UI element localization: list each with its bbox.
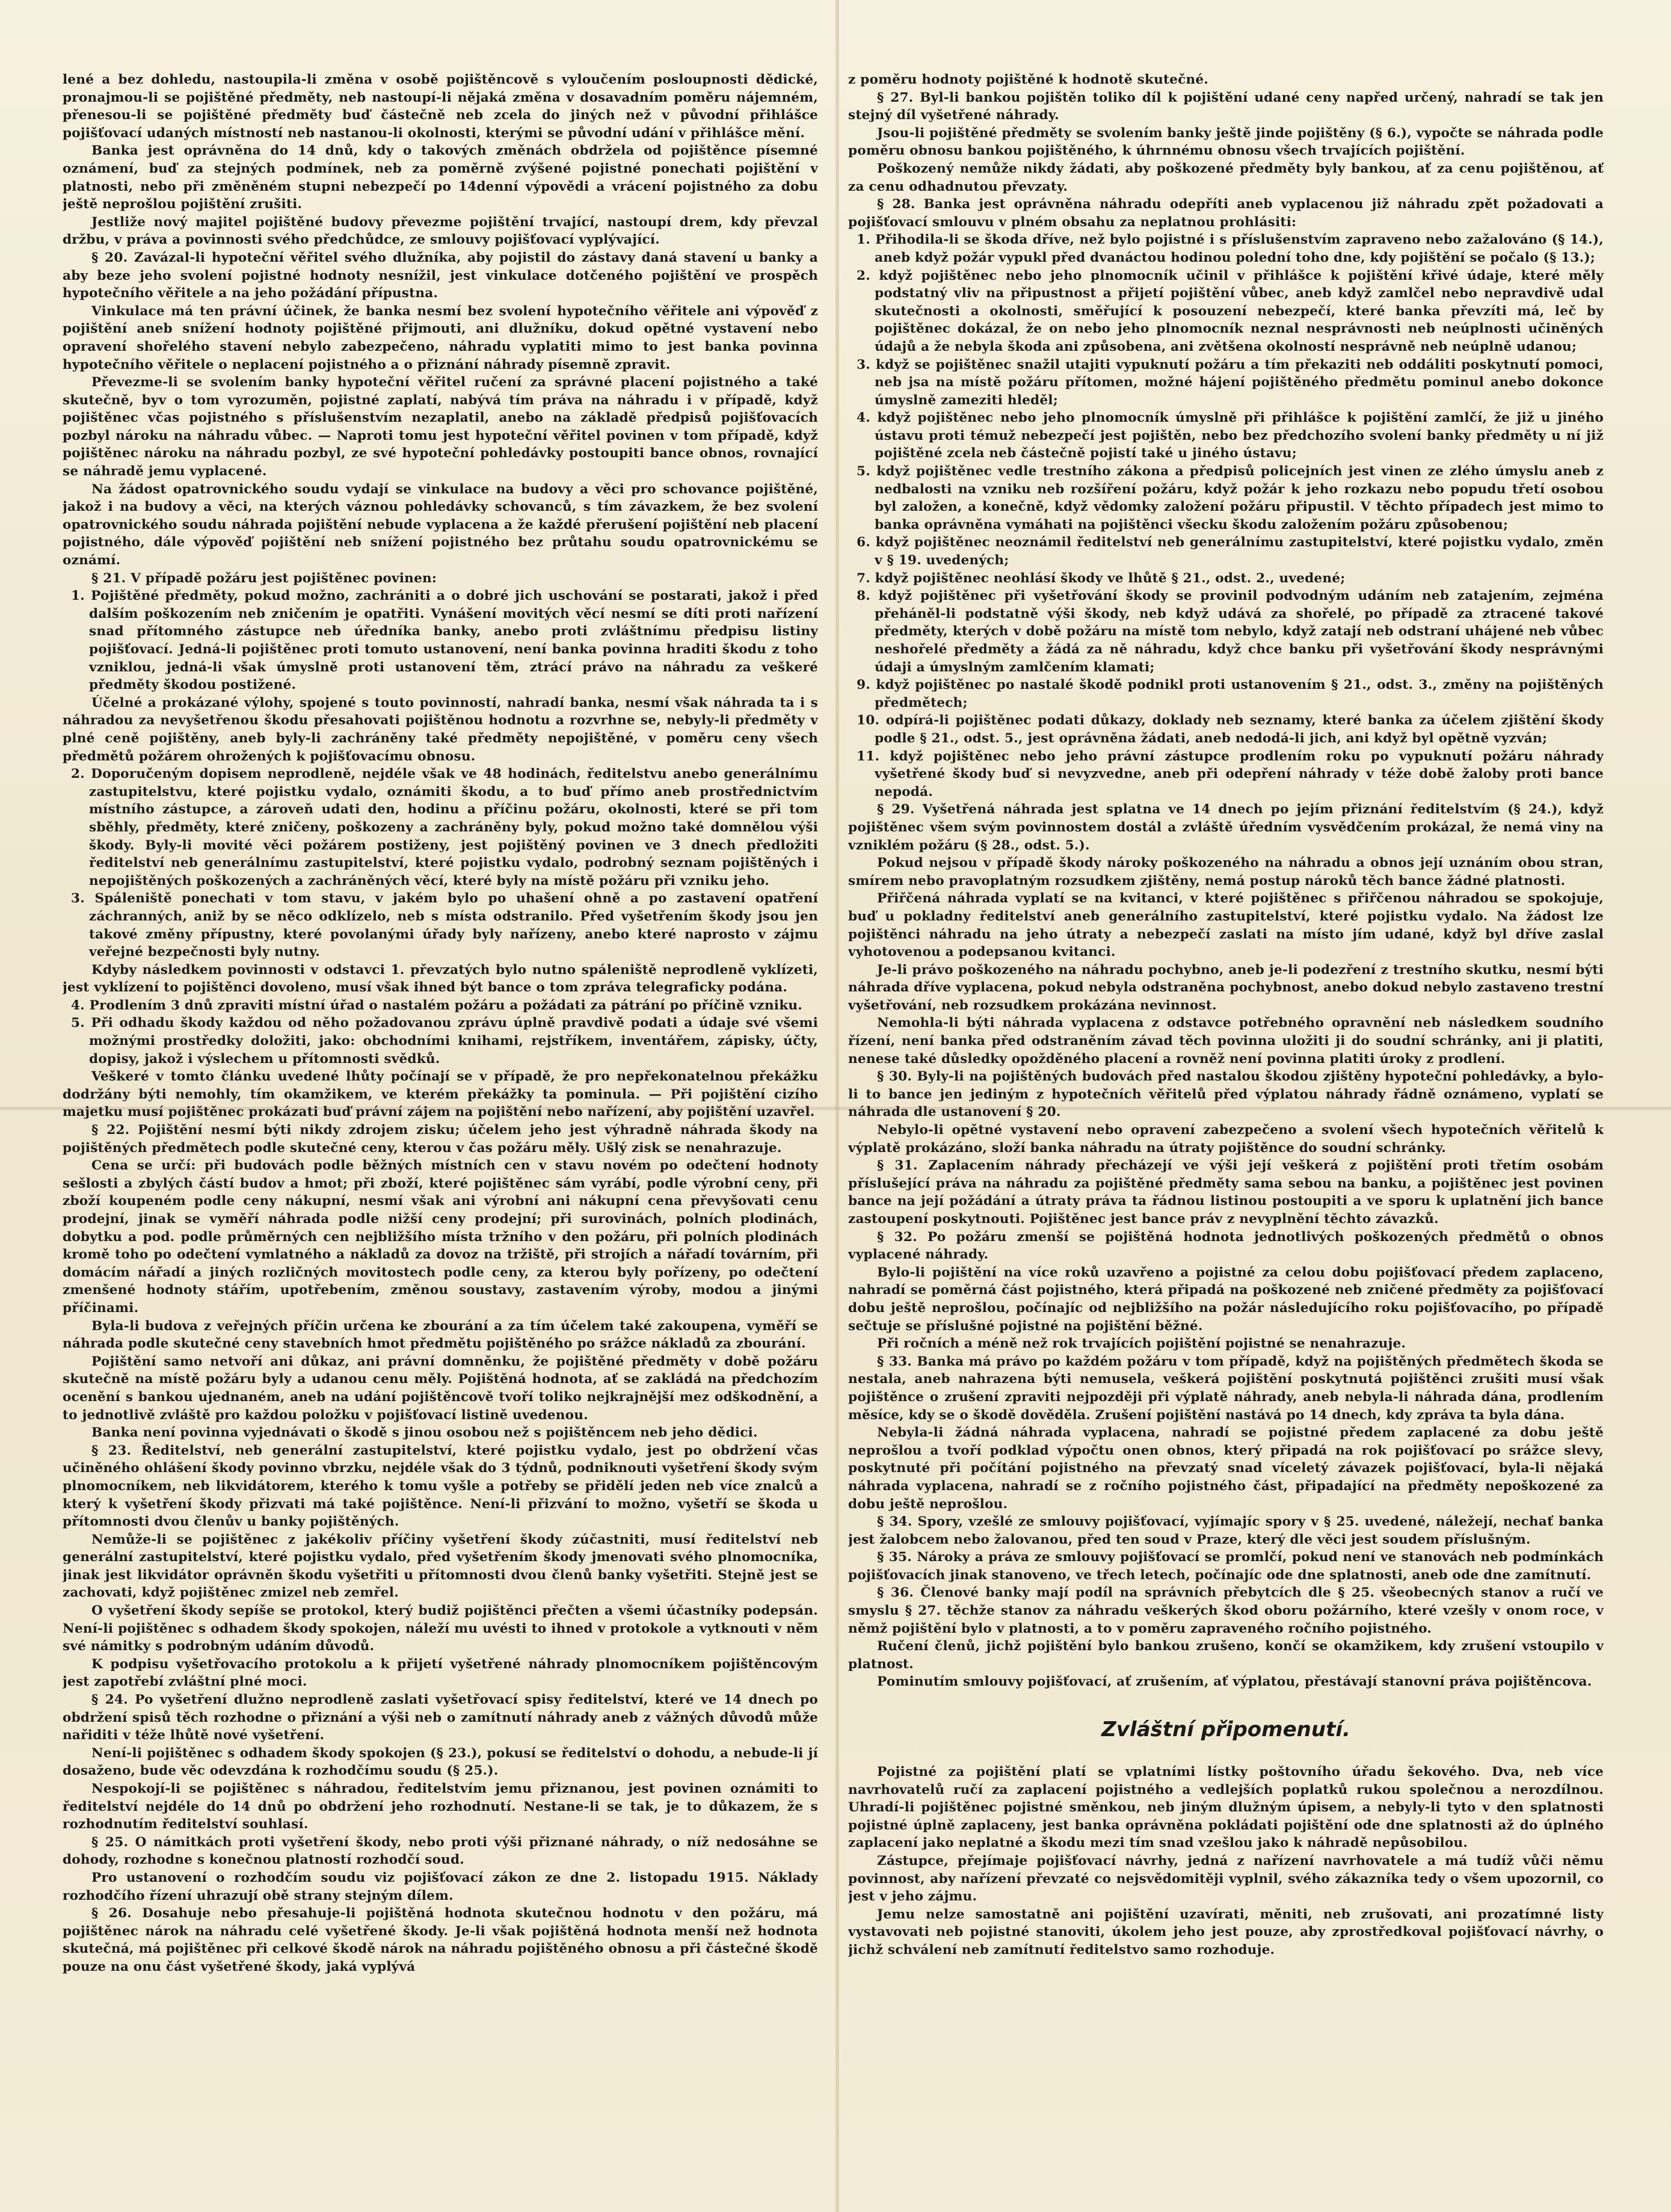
paragraph: Nemůže-li se pojištěnec z jakékoliv příčiny vyšetření škody zúčastniti, musí ředitelství neb generální zastupitelství, které pojistku vydalo, před vyšetřením škody jmenovati svého plnomocníka, jinak jest likvidátor oprávněn škodu vyšetřiti u přítomnosti dvou členů banky vyšetřiti. Stejně jest se zachovati, když pojištěnec zmizel neb zemřel. xyxy=(63,1532,818,1601)
paragraph: 9. když pojištěnec po nastalé škodě podnikl proti ustanovením § 21., odst. 3., změny na pojištěných předmětech; xyxy=(857,677,1604,710)
paragraph: 3. když se pojištěnec snažil utajiti vypuknutí požáru a tím překaziti neb oddáliti poskytnutí pomoci, neb jsa na místě požáru přítomen, možné hájení pojištěného předmětu pominul anebo dokonce úmyslně zameziti hleděl; xyxy=(857,357,1604,408)
paragraph: Veškeré v tomto článku uvedené lhůty počínají se v případě, že pro nepřekonatelnou překážku dodržány býti nemohly, tím okamžikem, ve kterém překážky ta pominula. — Při pojištění cizího majetku musí pojištěnec prokázati buď právní zájem na pojištění nebo nařízení, aby pojištění uzavřel. xyxy=(63,1069,818,1120)
paragraph: 11. když pojištěnec nebo jeho právní zástupce prodlením roku po vypuknutí požáru náhrady vyšetřené škody buď si nevyzvedne, aneb při odepření náhrady v téže době žaloby proti bance nepodá. xyxy=(857,748,1604,799)
paragraph: Účelné a prokázané výlohy, spojené s touto povinností, nahradí banka, nesmí však náhrada ta i s náhradou za nevyšetřenou škodu přesahovati pojištěnou hodnotu a rozvrhne se, nebyly-li předměty v plné ceně pojištěny, aneb byly-li zachráněny také předměty nepojištěné, v poměru ceny všech předmětů požárem ohrožených k pojišťovacímu obnosu. xyxy=(63,695,818,764)
paragraph: 8. když pojištěnec při vyšetřování škody se provinil podvodným udáním neb zatajením, zejména přeháněl-li podstatně výši škody, neb když udává za shořelé, po případě za ztracené takové předměty, kterých v době požáru na místě tom nebylo, když zatají neb odstraní uhájené neb vůbec neshořelé předměty a žádá za ně náhradu, když chce banku při vyšetřování škody nesprávnými údaji a úmyslným zamlčením klamati; xyxy=(857,588,1604,675)
paragraph: Nebylo-li opětné vystavení nebo opravení zabezpečeno a svolení všech hypotečních věřitelů k výplatě prokázáno, složí banka náhradu na útraty pojištěnce do soudní schránky. xyxy=(848,1123,1604,1156)
paragraph: § 28. Banka jest oprávněna náhradu odepříti aneb vyplacenou již náhradu zpět požadovati a pojišťovací smlouvu v plném obsahu za neplatnou prohlásiti: xyxy=(848,197,1604,230)
paragraph: 10. odpírá-li pojištěnec podati důkazy, doklady neb seznamy, které banka za účelem zjištění škody podle § 21., odst. 5., jest oprávněna žádati, aneb nedodá-li jich, ani když byl opětně vyzván; xyxy=(857,713,1604,746)
paragraph: Kdyby následkem povinnosti v odstavci 1. převzatých bylo nutno spáleniště neprodleně vyklízeti, jest vyklízení to pojištěnci dovoleno, musí však ihned být bance o tom zpráva telegraficky podána. xyxy=(63,962,818,996)
paragraph: Banka jest oprávněna do 14 dnů, kdy o takových změnách obdržela od pojištěnce písemné oznámení, buď za stejných podmínek, neb za poměrně zvýšené pojistné ponechati pojištění v platnosti, nebo při změněném stupni nebezpečí po 14denní výpovědi a vrácení pojistného za dobu ještě neprošlou pojištění zrušiti. xyxy=(63,143,818,212)
paragraph: Byla-li budova z veřejných příčin určena ke zbourání a za tím účelem také zakoupena, vyměří se náhrada podle skutečné ceny stavebních hmot předmětu pojištěného po srážce nákladů za zbourání. xyxy=(63,1318,818,1352)
special-notes-heading: Zvláštní připomenutí. xyxy=(1101,1718,1350,1742)
left-text-column xyxy=(63,71,818,2189)
paragraph: Je-li právo poškozeného na náhradu pochybno, aneb je-li podezření z trestního skutku, nesmí býti náhrada dříve vyplacena, pokud nebyla odstraněna pochybnost, anebo dokud nebylo zastaveno trestní vyšetřování, neb rozsudkem prokázána nevinnost. xyxy=(848,962,1604,1013)
paragraph: Nespokojí-li se pojištěnec s náhradou, ředitelstvím jemu přiznanou, jest povinen oznámiti to ředitelství nejdéle do 14 dnů po obdržení jeho rozhodnutí. Nestane-li se tak, je to důkazem, že s rozhodnutím ředitelství souhlasí. xyxy=(63,1781,818,1832)
paragraph: § 32. Po požáru zmenší se pojištěná hodnota jednotlivých poškozených předmětů o obnos vyplacené náhrady. xyxy=(848,1229,1604,1263)
paragraph: Jestliže nový majitel pojištěné budovy převezme pojištění trvající, nastoupí drem, kdy převzal držbu, v práva a povinnosti svého předchůdce, ze smlouvy pojišťovací vyplývající. xyxy=(63,214,818,248)
paragraph: § 36. Členové banky mají podíl na správních přebytcích dle § 25. všeobecných stanov a ručí ve smyslu § 27. těchže stanov za náhradu veškerých škod oboru požárního, které vzešly v onom roce, v němž pojištění bylo v platnosti, a to v poměru zapraveného ročního pojistného. xyxy=(848,1585,1604,1636)
paragraph: Pro ustanovení o rozhodčím soudu viz pojišťovací zákon ze dne 2. listopadu 1915. Náklady rozhodčího řízení uhrazují obě strany stejným dílem. xyxy=(63,1870,818,1903)
paragraph: 2. Doporučeným dopisem neprodleně, nejdéle však ve 48 hodinách, ředitelstvu anebo generálnímu zastupitelstvu, které pojistku vydalo, oznámiti škodu, a to buď přímo aneb prostřednictvím místního zástupce, a zároveň udati den, hodinu a příčinu požáru, okolnosti, které se při tom sběhly, předměty, které zničeny, poškozeny a zachráněny byly, pokud možno také domnělou výši škody. Byly-li movité věci požárem postiženy, jest pojištěný povinen ve 3 dnech předložiti ředitelství neb generálnímu zastupitelství, které pojistku vydalo, podrobný seznam pojištěných i nepojištěných poškozených a zachráněných věcí, které byly na místě požáru při vzniku jeho. xyxy=(71,766,818,889)
paragraph: § 25. O námitkách proti vyšetření škody, nebo proti výši přiznané náhrady, o níž nedosáhne se dohody, rozhodne s konečnou platností rozhodčí soud. xyxy=(63,1834,818,1868)
paragraph: Pokud nejsou v případě škody nároky poškozeného na náhradu a obnos její uznáním obou stran, smírem nebo pravoplatným rozsudkem zjištěny, nemá postup nároků těch bance žádné platnosti. xyxy=(848,855,1604,889)
paragraph: Banka není povinna vyjednávati o škodě s jinou osobou než s pojištěncem neb jeho dědici. xyxy=(91,1425,758,1441)
paragraph: Nemohla-li býti náhrada vyplacena z odstavce potřebného opravnění neb následkem soudního řízení, není banka před odstraněním závad těch povinna uložiti ji do soudní schránky, ani ji platiti, nenese také důsledky opožděného placení a rovněž není povinna platiti úroky z prodlení. xyxy=(848,1015,1604,1067)
paragraph: § 23. Ředitelství, neb generální zastupitelství, které pojistku vydalo, jest po obdržení včas učiněného ohlášení škody povinno vbrzku, nejdéle však do 3 týdnů, podniknouti vyšetření škody svým plnomocníkem, neb likvidátorem, kterého k tomu vyšle a potřeby se přidělí jeden neb více znalců a který k vyšetření škody přizvati má také pojištěnce. Není-li přizvání to možno, vyšetří se škoda u přítomnosti dvou členův u banky pojištěných. xyxy=(63,1443,818,1530)
paragraph: Převezme-li se svolením banky hypoteční věřitel ručení za správné placení pojistného a také skutečně, byv o tom vyrozuměn, pojistné zaplatí, nabývá tím práva na náhradu i v případě, když pojištěnec včas pojistného s příslušenstvím nezaplatil, anebo na základě předpisů pojišťovacích pozbyl nároku na náhradu vůbec. — Naproti tomu jest hypoteční věřitel povinen v tom případě, když pojištěnec nároku na náhradu pozbyl, ze své hypoteční pohledávky postoupiti bance obnos, rovnající se náhradě jemu vyplacené. xyxy=(63,375,818,479)
paragraph: § 29. Vyšetřená náhrada jest splatna ve 14 dnech po jejím přiznání ředitelstvím (§ 24.), když pojištěnec všem svým povinnostem dostál a zvláště úředním vysvědčením prokázal, že nemá viny na vzniklém požáru (§ 28., odst. 5.). xyxy=(848,802,1604,853)
paragraph: 6. když pojištěnec neoznámil ředitelství neb generálnímu zastupitelství, které pojistku vydalo, změn v § 19. uvedených; xyxy=(857,535,1604,568)
paragraph: Cena se určí: při budovách podle běžných místních cen v stavu novém po odečtení hodnoty sešlosti a zbylých částí budov a hmot; při zboží, které pojištěnec sám vyrábí, podle výrobní ceny, při zboží koupeném podle ceny nákupní, nesmí však ani výrobní ani nákupní cena převyšovati cenu prodejní, jinak se vyměří náhrada podle nižší ceny prodejní; při surovinách, polních plodinách, dobytku a pod. podle průměrných cen nejbližšího místa tržního v den požáru, při polních plodinách kromě toho po odečtení vymlatného a nákladů za dovoz na tržiště, při strojích a nářadí továrním, při domácím nářadí a jiných rozličných movitostech podle ceny, za kterou byly pořízeny, po odečtení zmenšené hodnoty stářím, upotřebením, změnou soustavy, zastavením výroby, modou a jinými příčinami. xyxy=(63,1158,818,1316)
paragraph: K podpisu vyšetřovacího protokolu a k přijetí vyšetřené náhrady plnomocníkem pojištěncovým jest zapotřebí zvláštní plné moci. xyxy=(63,1656,818,1690)
paragraph: § 20. Zavázal-li hypoteční věřitel svého dlužníka, aby pojistil do zástavy daná stavení u banky a aby beze jeho svolení pojistné hodnoty nesnížil, jest vinkulace dotčeného pojištění ve prospěch hypotečního věřitele a na jeho požádání přípustna. xyxy=(63,250,818,301)
paragraph: Bylo-li pojištění na více roků uzavřeno a pojistné za celou dobu pojišťovací předem zaplaceno, nahradí se poměrná část pojistného, která připadá na poškozené neb zničené předměty za pojišťovací dobu ještě neprošlou, počínajíc od nejbližšího na požár následujícího roku pojišťovacího, po případě sečtuje se příslušné pojistné na pojištění běžné. xyxy=(848,1265,1604,1334)
paragraph: 4. Prodlením 3 dnů zpraviti místní úřad o nastalém požáru a požádati za pátrání po příčině vzniku. xyxy=(71,997,802,1013)
paragraph: § 34. Spory, vzešlé ze smlouvy pojišťovací, vyjímajíc spory v § 25. uvedené, náležejí, nechať banka jest žalobcem nebo žalovanou, před ten soud v Praze, který dle věci jest soudem příslušným. xyxy=(848,1514,1604,1547)
paragraph: § 30. Byly-li na pojištěných budovách před nastalou škodou zjištěny hypoteční pohledávky, a bylo-li to bance jen jediným z hypotečních věřitelů před výplatou náhrady řádně oznámeno, vyplatí se náhrada dle ustanovení § 20. xyxy=(848,1069,1604,1120)
paragraph: § 21. V případě požáru jest pojištěnec povinen: xyxy=(91,570,437,586)
paragraph: Vinkulace má ten právní účinek, že banka nesmí bez svolení hypotečního věřitele ani výpověď z pojištění aneb snížení hodnoty pojištěné přijmouti, ani dlužníku, dokud opětné vystavení nebo opravení shořelého stavení nebylo zabezpečeno, náhradu vyplatiti mimo to jest banka povinna hypotečního věřitele o neplacení pojistného a o přiznání náhrady písemně zpravit. xyxy=(63,303,818,372)
paragraph: § 24. Po vyšetření dlužno neprodleně zaslati vyšetřovací spisy ředitelství, které ve 14 dnech po obdržení spisů těch rozhodne o přiznání a výši neb o zamítnutí náhrady aneb z vážných důvodů může nařiditi v téže lhůtě nové vyšetření. xyxy=(63,1692,818,1743)
paragraph: Přiřčená náhrada vyplatí se na kvitanci, v které pojištěnec s přiřčenou náhradou se spokojuje, buď u pokladny ředitelství aneb generálního zastupitelství, které pojistku vydalo. Na žádost lze pojištěnci náhradu na jeho útraty a nebezpečí zaslati na místo jím udané, když byl dříve zaslal vyhotovenou a podepsanou kvitanci. xyxy=(848,891,1604,960)
paragraph: 5. když pojištěnec vedle trestního zákona a předpisů policejních jest vinen ze zlého úmyslu aneb z nedbalosti na vzniku neb rozšíření požáru, když požár k jeho rozkazu nebo popudu třetí osobou byl založen, a konečně, když vědomky založení požáru připustil. V těchto případech jest mimo to banka oprávněna vymáhati na pojištěnci všecku škodu založením požáru způsobenou; xyxy=(857,464,1604,532)
paragraph: Zástupce, přejímaje pojišťovací návrhy, jedná z nařízení navrhovatele a má tudíž vůči němu povinnost, aby nařízení převzaté co nejsvědomitěji vyplnil, svého zákazníka tedy o všem upozornil, co jest v jeho zájmu. xyxy=(848,1853,1604,1905)
paragraph: 4. když pojištěnec nebo jeho plnomocník úmyslně při přihlášce k pojištění zamlčí, že již u jiného ústavu proti témuž nebezpečí jest pojištěn, nebo bez předchozího svolení banky předměty u ní již pojištěné zcela neb částečně pojistí také u jiného ústavu; xyxy=(857,410,1604,461)
paragraph: Při ročních a méně než rok trvajících pojištění pojistné se nenahrazuje. xyxy=(877,1336,1406,1352)
paragraph: § 31. Zaplacením náhrady přecházejí ve výši její veškerá z pojištění proti třetím osobám příslušející práva na náhradu za pojištěné předměty sama sebou na banku, a pojištěnec jest povinen bance na její požádání a útraty práva ta řádnou listinou postoupiti a ve sporu k uplatnění jich bance zastoupení poskytnouti. Pojištěnec jest bance práv z nevyplnění těchto závazků. xyxy=(848,1158,1604,1227)
paragraph: lené a bez dohledu, nastoupila-li změna v osobě pojištěncově s vyloučením posloupnosti dědické, pronajmou-li se pojištěné předměty, neb nastoupí-li nějaká změna v dosavadním poměru nájemném, přenesou-li se pojištěné předměty buď částečně neb zcela do jiných než v původní přihlášce pojišťovací udaných místností neb nastanou-li okolnosti, kterými se původní udání v přihlášce mění. xyxy=(63,72,818,141)
paragraph: Pojistné za pojištění platí se vplatními lístky poštovního úřadu šekového. Dva, neb více navrhovatelů ručí za zaplacení pojistného a vedlejších poplatků rukou společnou a nerozdílnou. Uhradí-li pojištěnec pojistné směnkou, neb jiným dlužným úpisem, a nebyly-li tyto v den splatnosti pojistné úplně zaplaceny, jest banka oprávněna pokládati pojištění ode dne splatnosti až do úplného zaplacení jako neplatné a škodu mezi tím snad vzešlou jako k náhradě nepůsobilou. xyxy=(848,1764,1604,1851)
paragraph: § 22. Pojištění nesmí býti nikdy zdrojem zisku; účelem jeho jest výhradně náhrada škody na pojištěných předmětech podle skutečné ceny, kterou v čas požáru měly. Ušlý zisk se nenahrazuje. xyxy=(63,1123,818,1156)
paragraph: Pominutím smlouvy pojišťovací, ať zrušením, ať výplatou, přestávají stanovní práva pojištěncova. xyxy=(877,1674,1592,1690)
paragraph: Pojištění samo netvoří ani důkaz, ani právní domněnku, že pojištěné předměty v době požáru skutečně na místě požáru byly a udanou cenu měly. Pojištěná hodnota, ať se zakládá na předchozím ocenění s bankou ujednaném, aneb na udání pojištěncově tvoří toliko nejkrajnější mez odškodnění, a to jednotlivě zvláště pro každou položku v pojišťovací listině uvedenou. xyxy=(63,1354,818,1423)
paragraph: Jsou-li pojištěné předměty se svolením banky ještě jinde pojištěny (§ 6.), vypočte se náhrada podle poměru obnosu bankou pojištěného, k úhrnnému obnosu všech trvajících pojištění. xyxy=(848,125,1604,159)
paragraph: 3. Spáleniště ponechati v tom stavu, v jakém bylo po uhašení ohně a po zastavení opatření záchranných, aniž by se něco odklízelo, neb s místa odstranilo. Před vyšetřením škody jsou jen takové změny přípustny, které povolanými úřady byly nařízeny, anebo které naprosto v zájmu veřejné bezpečnosti byly nutny. xyxy=(71,891,818,960)
paragraph: Jemu nelze samostatně ani pojištění uzavírati, měniti, neb zrušovati, ani prozatímné listy vystavovati neb pojistné stanoviti, úkolem jeho jest pouze, aby zprostředkoval pojišťovací návrhy, o jichž schválení neb zamítnutí ředitelstvo samo rozhoduje. xyxy=(848,1906,1604,1958)
paragraph: § 27. Byl-li bankou pojištěn toliko díl k pojištění udané ceny napřed určený, nahradí se tak jen stejný díl vyšetřené náhrady. xyxy=(848,90,1604,123)
right-text-column xyxy=(848,71,1604,2189)
paragraph: Nebyla-li žádná náhrada vyplacena, nahradí se pojistné předem zaplacené za dobu ještě neprošlou a tvoří podklad výpočtu onen obnos, který připadá na rok pojišťovací po srážce slevy, poskytnuté při počítání pojistného na převzatý snad víceletý závazek pojišťovací, byla-li nějaká náhrada vyplacena, nahradí se z ročního pojistného část, připadající na předměty nepoškozené za dobu ještě neprošlou. xyxy=(848,1425,1604,1512)
paragraph: Poškozený nemůže nikdy žádati, aby poškozené předměty byly bankou, ať za cenu pojištěnou, ať za cenu odhadnutou převzaty. xyxy=(848,161,1604,194)
paragraph: O vyšetření škody sepíše se protokol, který budiž pojištěnci přečten a všemi účastníky podepsán. Není-li pojištěnec s odhadem škody spokojen, náleží mu uvésti to ihned v protokole a vytknouti v něm své námitky s podrobným udáním důvodů. xyxy=(63,1603,818,1654)
paragraph: 1. Pojištěné předměty, pokud možno, zachrániti a o dobré jich uschování se postarati, jakož i před dalším poškozením neb zničením je opatřiti. Vynášení movitých věcí nesmí se díti proti nařízení snad přítomného zástupce neb úředníka banky, anebo proti zvláštnímu předpisu listiny pojišťovací. Jedná-li pojištěnec proti tomuto ustanovení, není banka povinna hraditi škodu z toho vzniklou, jedná-li však úmyslně proti ustanovení těm, ztrácí právo na náhradu za veškeré předměty škodou postižené. xyxy=(71,588,818,693)
paragraph: § 33. Banka má právo po každém požáru v tom případě, když na pojištěných předmětech škoda se nestala, aneb nahrazena býti nemusela, veškerá pojištění poskytnutá pojištěnci zrušiti musí však pojištěnce o zrušení zpraviti nejpozději při výplatě náhrady, aneb nebyla-li náhrada dána, prodlením měsíce, kdy se o škodě dověděla. Zrušení pojištění nastává po 14 dnech, kdy zpráva ta byla dána. xyxy=(848,1354,1604,1423)
paragraph: § 26. Dosahuje nebo přesahuje-li pojištěná hodnota skutečnou hodnotu v den požáru, má pojištěnec nárok na náhradu celé vyšetřené škody. Je-li však pojištěná hodnota menší než hodnota skutečná, má pojištěnec při celkové škodě nárok na náhradu pojištěného obnosu a při částečné škodě pouze na onu část vyšetřené škody, jaká vyplývá xyxy=(63,1906,818,1974)
paragraph: Ručení členů, jichž pojištění bylo bankou zrušeno, končí se okamžikem, kdy zrušení vstoupilo v platnost. xyxy=(848,1639,1604,1672)
paragraph: 1. Přihodila-li se škoda dříve, než bylo pojistné i s příslušenstvím zapraveno nebo zažalováno (§ 14.), aneb když požár vypukl před dvanáctou hodinou polední toho dne, kdy pojištění se počalo (§ 13.); xyxy=(857,232,1604,265)
paragraph: Na žádost opatrovnického soudu vydají se vinkulace na budovy a věci pro schovance pojištěné, jakož i na budovy a věci, na kterých váznou pohledávky schovanců, s tím závazkem, že bez svolení opatrovnického soudu náhrada pojištění nebude vyplacena a že každé přerušení pojištění neb placení pojistného, dále výpověď pojištění neb snížení pojistného bez průtahu soudu opatrovnickému se oznámí. xyxy=(63,481,818,568)
paragraph: 2. když pojištěnec nebo jeho plnomocník učinil v přihlášce k pojištění křivé údaje, které měly podstatný vliv na připustnost a přijetí pojištění vůbec, aneb když zamlčel nebo nepravdivě udal skutečnosti a okolnosti, směřující k posouzení nebezpečí, které banka převzíti má, leč by pojištěnec dokázal, že on nebo jeho plnomocník neznal nesprávnosti neb neúplnosti učiněných údajů a že nebyla škoda ani způsobena, ani zvětšena okolností nesprávně neb neúplně udanou; xyxy=(857,268,1604,354)
paragraph: Není-li pojištěnec s odhadem škody spokojen (§ 23.), pokusí se ředitelství o dohodu, a nebude-li jí dosaženo, bude věc odevzdána k rozhodčímu soudu (§ 25.). xyxy=(63,1745,818,1779)
paragraph: 5. Při odhadu škody každou od něho požadovanou zprávu úplně pravdivě podati a údaje své všemi možnými prostředky doložiti, jako: obchodními knihami, rejstříkem, inventářem, zápisky, účty, dopisy, jakož i výslechem u přítomnosti svědků. xyxy=(71,1015,818,1067)
paragraph: 7. když pojištěnec neohlásí škody ve lhůtě § 21., odst. 2., uvedené; xyxy=(857,570,1346,586)
vertical-fold-line xyxy=(836,0,839,2212)
paragraph: § 35. Nároky a práva ze smlouvy pojišťovací se promlčí, pokud není ve stanovách neb podmínkách pojišťovacích jinak stanoveno, ve třech letech, počínajíc ode dne splatnosti, aneb ode dne zamítnutí. xyxy=(848,1550,1604,1583)
paragraph: z poměru hodnoty pojištěné k hodnotě skutečné. xyxy=(848,72,1209,87)
